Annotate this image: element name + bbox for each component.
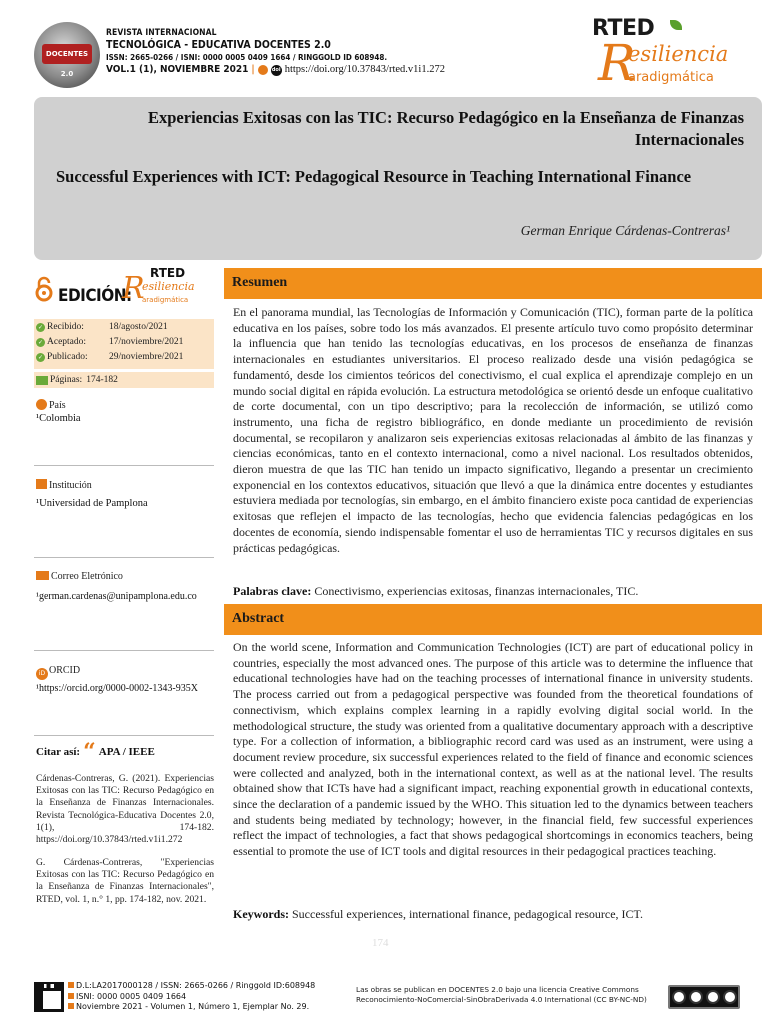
license-text xyxy=(356,985,647,1005)
globe-icon xyxy=(36,399,47,410)
journal-volume-line xyxy=(106,63,445,77)
institution-heading xyxy=(36,479,92,491)
rted-mini-r: R xyxy=(122,271,145,306)
institution-value: ¹Universidad de Pamplona xyxy=(36,498,148,509)
footer-line1: D.L:LA2017000128 / ISSN: 2665-0266 / Ringgold ID:608948 xyxy=(68,981,315,992)
nd-icon xyxy=(723,990,737,1004)
quote-icon: “ xyxy=(83,739,96,765)
doi-icon: doi xyxy=(271,65,282,76)
country-label: País xyxy=(49,400,66,411)
check-icon: ✓ xyxy=(37,323,44,331)
journal-line1: REVISTA INTERNACIONAL xyxy=(106,28,217,38)
email-value[interactable]: ¹german.cardenas@unipamplona.edu.co xyxy=(36,591,197,602)
edition-label: EDICIÓN: xyxy=(58,286,132,306)
rted-brand-script-1: esiliencia xyxy=(628,42,729,66)
abstract-keywords xyxy=(233,907,753,922)
date-received xyxy=(36,322,168,332)
abstract-band xyxy=(224,604,762,635)
edition-block xyxy=(34,266,214,312)
open-access-icon xyxy=(258,65,268,75)
resumen-text: En el panorama mundial, las Tecnologías de Información y Comunicación (TIC), forman parte de la política educativa en los países, sobre todo los más avanzados. El presente artículo tuvo como propósito determinar la influencia que han tenido las tecnologías educativas, en los procesos de enseñanza de finanzas internacionales en estudiantes universitarios. El proceso realizado desde una visión pedagógica se fundamentó, desde los cimientos teóricos del conectivismo, el cual explica el aprendizaje complejo en un mundo social digital en rápida evolución. La estructura metodológica se orientó desde un enfoque cualitativo de corte documental, con un tipo descriptivo; para la recolección de información, se utilizó como instrumento, una ficha de registro bibliográfico, en donde mediante un procedimiento de revisión documental, se recopilaron y analizaron seis experiencias exitosas relacionadas al ámbito de las finanzas y ciencias económicas, tanto en el contexto internacional, como a nivel nacional. Los resultados obtenidos, dieron muestra de que las TIC han tenido un impacto significativo, llegando a presentar un crecimiento exponencial en los contextos educativos, situación que llevó a que la dinámica entre docentes y estudiantes estuviera mediada por tecnologías, sin embargo, en el ámbito financiero existe poca cantidad de experiencias exitosas que reflejen el impacto de las tecnologías, hecho que evidencia falencias pedagógicas en los docentes de economía, siendo indispensable fomentar el uso de herramientas TIC y recursos digitales en sus prácticas pedagógicas. xyxy=(233,305,753,555)
resumen-heading: Resumen xyxy=(232,275,288,290)
rted-brand-r: R xyxy=(598,34,636,92)
email-label: Correo Eletrónico xyxy=(51,571,123,582)
cc-icon xyxy=(672,990,686,1004)
date-accepted xyxy=(36,337,183,347)
title-spanish: Experiencias Exitosas con las TIC: Recurso Pedagógico en la Enseñanza de Finanzas Internacionales xyxy=(147,108,744,149)
resumen-keywords xyxy=(233,584,753,599)
date-value: 17/noviembre/2021 xyxy=(109,337,184,347)
rted-mini-logo xyxy=(122,266,222,312)
book-icon xyxy=(36,376,48,385)
email-heading xyxy=(36,571,123,582)
country-heading xyxy=(36,399,66,411)
rted-mini-brand: RTED xyxy=(150,266,186,280)
divider xyxy=(34,735,214,736)
cite-heading xyxy=(36,739,155,765)
footer-line3: Noviembre 2021 - Volumen 1, Número 1, Ejemplar No. 29. xyxy=(68,1002,315,1013)
rted-mini-script-2: aradigmática xyxy=(142,296,189,304)
footer-line2: ISNI: 0000 0005 0409 1664 xyxy=(68,992,315,1003)
square-icon xyxy=(68,982,74,988)
footer-info xyxy=(68,981,315,1013)
journal-logo xyxy=(34,22,100,88)
envelope-icon xyxy=(36,571,49,580)
journal-info xyxy=(106,28,445,77)
cite-label: Citar así: xyxy=(36,746,81,758)
journal-line3: ISSN: 2665-0266 / ISNI: 0000 0005 0409 1664 / RINGGOLD ID 608948. xyxy=(106,53,388,62)
keywords-label: Keywords: xyxy=(233,907,289,921)
cite-ieee: G. Cárdenas-Contreras, "Experiencias Exitosas con las TIC: Recurso Pedagógico en la Enseñanza de Finanzas Internacionales", RTED, vol. 1, n.° 1, pp. 174-182, nov. 2021. xyxy=(36,857,214,905)
divider xyxy=(34,557,214,558)
pages-label: Páginas: xyxy=(50,375,83,385)
check-icon: ✓ xyxy=(37,353,44,361)
square-icon xyxy=(68,1003,74,1009)
abstract-heading: Abstract xyxy=(232,611,285,626)
orcid-label: ORCID xyxy=(49,665,81,676)
date-value: 29/noviembre/2021 xyxy=(109,352,184,362)
nc-icon xyxy=(706,990,720,1004)
divider xyxy=(34,650,214,651)
rted-mini-script-1: esiliencia xyxy=(142,280,195,293)
cc-license-badge[interactable] xyxy=(668,985,740,1009)
journal-line2: TECNOLÓGICA - EDUCATIVA DOCENTES 2.0 xyxy=(106,39,331,51)
keywords-value: Conectivismo, experiencias exitosas, finanzas internacionales, TIC. xyxy=(314,584,639,598)
check-icon: ✓ xyxy=(37,338,44,346)
pages-value: 174-182 xyxy=(86,375,118,385)
dates-block xyxy=(34,319,214,369)
page-header xyxy=(0,0,768,96)
separator: | xyxy=(251,64,255,75)
orcid-value[interactable]: ¹https://orcid.org/0000-0002-1343-935X xyxy=(36,683,198,694)
pages-row xyxy=(34,372,214,388)
divider xyxy=(34,465,214,466)
date-label: Recibido: xyxy=(47,322,84,332)
author: German Enrique Cárdenas-Contreras¹ xyxy=(520,223,730,238)
page-number: 174 xyxy=(372,937,389,949)
rted-brand-script-2: aradigmática xyxy=(628,70,714,85)
country-value: ¹Colombia xyxy=(36,413,81,424)
keywords-value: Successful experiences, international finance, pedagogical resource, ICT. xyxy=(292,907,643,921)
rted-logo xyxy=(590,16,740,96)
date-label: Aceptado: xyxy=(47,337,87,347)
cite-apa: Cárdenas-Contreras, G. (2021). Experiencias Exitosas con las TIC: Recurso Pedagógico en la Enseñanza de Finanzas Internacionales. Revista Tecnológica-Educativa Docentes 2.0, 1(1), 174-182. https://doi.org/10.37843/rted.v1i1.272 xyxy=(36,773,214,846)
date-published xyxy=(36,352,183,362)
institution-icon xyxy=(36,479,47,489)
license-line1: Las obras se publican en DOCENTES 2.0 bajo una licencia Creative Commons xyxy=(356,985,639,994)
title-english: Successful Experiences with ICT: Pedagogical Resource in Teaching International Finance xyxy=(56,167,692,186)
cite-style: APA / IEEE xyxy=(98,746,155,758)
date-value: 18/agosto/2021 xyxy=(109,322,168,332)
institution-label: Institución xyxy=(49,480,92,491)
doi-link[interactable]: https://doi.org/10.37843/rted.v1i1.272 xyxy=(284,64,445,75)
orcid-heading xyxy=(36,665,80,680)
journal-logo-text: DOCENTES 2.0 xyxy=(42,44,92,64)
keywords-label: Palabras clave: xyxy=(233,584,312,598)
open-access-icon xyxy=(34,276,54,302)
orcid-icon: iD xyxy=(36,668,48,680)
abstract-text: On the world scene, Information and Communication Technologies (ICT) are part of educational policy in countries, especially the most advanced ones. The purpose of this article was to determine the influence that educational technologies have had on the teaching processes of international finance in university students. The process carried out from a pedagogical perspective was founded from the theoretical foundations of connectivism, which explains complex learning in a rapidly evolving digital social world. In the methodological structure, the study was oriented from a qualitative documentary approach with a descriptive type. For a collection of information, a bibliographic record card was used as an instrument, were using a document review procedure, six successful experiences related to the field of finance and economic sciences were collected and analyzed, both in the international context, as well as at the national level. The results obtained show that ICTs have had a significant impact, reaching exponential growth in educational contexts, since the declaration of a pandemic issued by the WHO. This situation led to the dynamics between teachers and students being mediated by technology; however, in the financial field, few successful experiences reflect the impact of technologies, a fact that shows pedagogical shortcomings in economics teachers, being essential to promote the use of ICT tools and digital resources in their pedagogical practices teaching. xyxy=(233,640,753,859)
resumen-band xyxy=(224,268,762,299)
qr-code xyxy=(34,982,64,1012)
journal-volume: VOL.1 (1), NOVIEMBRE 2021 xyxy=(106,64,249,75)
by-icon xyxy=(689,990,703,1004)
date-label: Publicado: xyxy=(47,352,88,362)
square-icon xyxy=(68,993,74,999)
leaf-icon xyxy=(670,20,682,30)
license-line2: Reconocimiento-NoComercial-SinObraDerivada 4.0 International (CC BY-NC-ND) xyxy=(356,995,647,1004)
rted-brand: RTED xyxy=(592,16,655,41)
